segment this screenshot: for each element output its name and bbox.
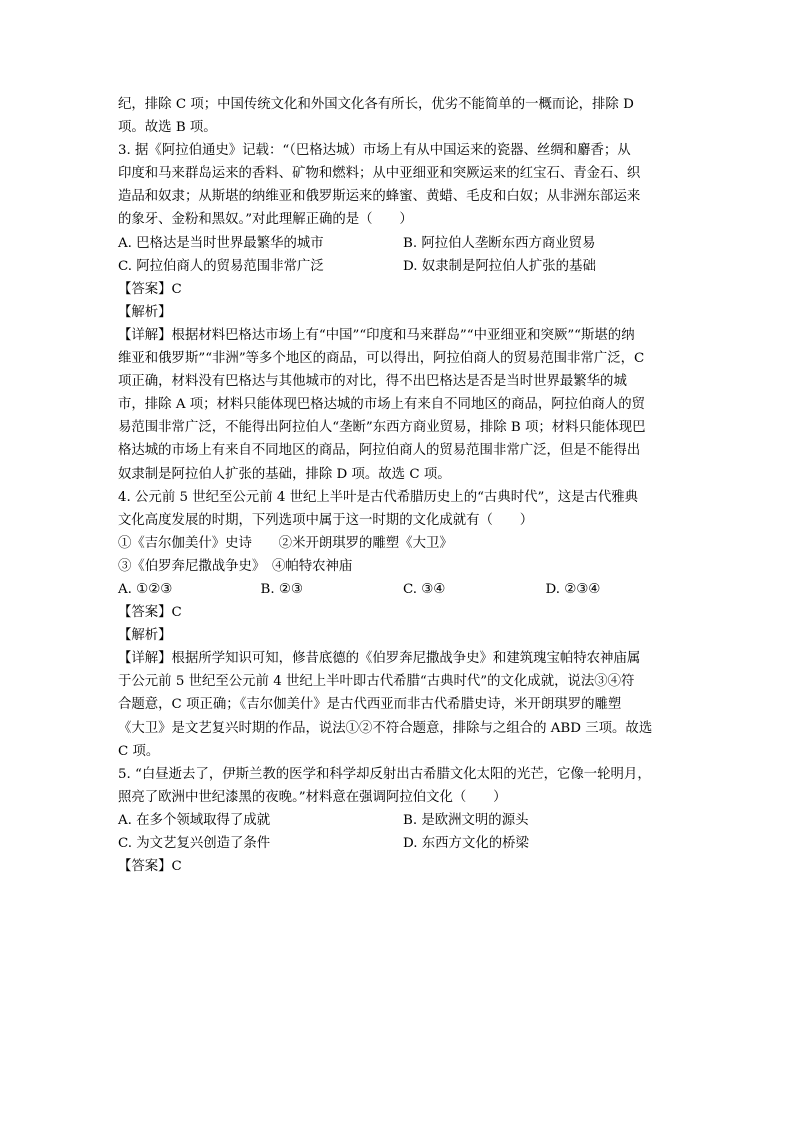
numbered-items: ①《吉尔伽美什》史诗 ②米开朗琪罗的雕塑《大卫》 (118, 535, 453, 551)
question-stem: 的象牙、金粉和黑奴。”对此理解正确的是（ ） (118, 212, 413, 228)
question-stem: 3. 据《阿拉伯通史》记载：“（巴格达城）市场上有从中国运来的瓷器、丝绸和麝香；从 (118, 143, 631, 159)
option-c: C. 为文艺复兴创造了条件 (118, 836, 271, 851)
option-b: B. 阿拉伯人垄断东西方商业贸易 (403, 235, 596, 251)
numbered-items: ③《伯罗奔尼撒战争史》 ④帕特农神庙 (118, 558, 353, 574)
text-line: 项。故选 B 项。 (118, 120, 217, 136)
answer-label: 【答案】C (118, 281, 182, 297)
option-d: D. 奴隶制是阿拉伯人扩张的基础 (403, 258, 596, 274)
question-stem: 4. 公元前 5 世纪至公元前 4 世纪上半叶是古代希腊历史上的“古典时代”，这是古代雅典 (118, 489, 639, 505)
option-c: C. 阿拉伯商人的贸易范围非常广泛 (118, 258, 324, 274)
option-a: A. 在多个领域取得了成就 (118, 812, 271, 828)
page-content (118, 93, 688, 878)
option-b: B. 是欧洲文明的源头 (403, 812, 529, 828)
detail-text: C 项。 (118, 743, 160, 759)
question-stem: 印度和马来群岛运来的香料、矿物和燃料；从中亚细亚和突厥运来的红宝石、青金石、织 (118, 166, 641, 182)
detail-text: 奴隶制是阿拉伯人扩张的基础，排除 D 项。故选 C 项。 (118, 466, 451, 482)
question-stem: 照亮了欧洲中世纪漆黑的夜晚。”材料意在强调阿拉伯文化（ ） (118, 789, 507, 805)
detail-text: 于公元前 5 世纪至公元前 4 世纪上半叶即古代希腊“古典时代”的文化成就，说法③④符 (118, 674, 635, 690)
text-line: 纪，排除 C 项；中国传统文化和外国文化各有所长，优劣不能简单的一概而论，排除 D (118, 97, 634, 112)
analysis-label: 【解析】 (118, 628, 172, 644)
option-b: B. ②③ (260, 581, 303, 597)
question-4 (118, 486, 688, 763)
question-stem: 造品和奴隶；从斯堪的纳维亚和俄罗斯运来的蜂蜜、黄蜡、毛皮和白奴；从非洲东部运来 (118, 189, 641, 205)
options-row (118, 832, 688, 855)
option-c: C. ③④ (403, 581, 446, 597)
question-3 (118, 139, 688, 485)
question-5 (118, 763, 688, 878)
detail-text: 《大卫》是文艺复兴时期的作品，说法①②不符合题意，排除与之组合的 ABD 三项。故选 (118, 720, 653, 736)
detail-text: 市，排除 A 项；材料只能体现巴格达城的市场上有来自不同地区的商品，阿拉伯商人的贸 (118, 397, 646, 413)
option-d: D. 东西方文化的桥梁 (403, 836, 529, 851)
options-row (118, 232, 688, 255)
question-stem: 文化高度发展的时期，下列选项中属于这一时期的文化成就有（ ） (118, 512, 534, 528)
answer-label: 【答案】C (118, 605, 182, 621)
detail-text: 格达城的市场上有来自不同地区的商品，阿拉伯商人的贸易范围非常广泛，但是不能得出 (118, 443, 641, 459)
options-row (118, 809, 688, 832)
options-row (118, 255, 688, 278)
detail-text: 【详解】根据材料巴格达市场上有“中国”“印度和马来群岛”“中亚细亚和突厥”“斯堪的纳 (118, 327, 635, 343)
option-a: A. ①②③ (118, 581, 173, 597)
answer-label: 【答案】C (118, 859, 182, 875)
detail-text: 项正确，材料没有巴格达与其他城市的对比，得不出巴格达是否是当时世界最繁华的城 (118, 374, 627, 390)
option-d: D. ②③④ (545, 581, 601, 597)
options-row (118, 578, 688, 601)
detail-text: 合题意，C 项正确；《吉尔伽美什》是古代西亚而非古代希腊史诗，米开朗琪罗的雕塑 (118, 697, 622, 713)
detail-text: 维亚和俄罗斯”“非洲”等多个地区的商品，可以得出，阿拉伯商人的贸易范围非常广泛，C (118, 351, 645, 367)
detail-text: 易范围非常广泛，不能得出阿拉伯人“垄断”东西方商业贸易，排除 B 项；材料只能体现巴 (118, 420, 646, 436)
option-a: A. 巴格达是当时世界最繁华的城市 (118, 235, 324, 251)
detail-text: 【详解】根据所学知识可知，修昔底德的《伯罗奔尼撒战争史》和建筑瑰宝帕特农神庙属 (118, 651, 641, 667)
analysis-label: 【解析】 (118, 304, 172, 320)
question-stem: 5. “白昼逝去了，伊斯兰教的医学和科学却反射出古希腊文化太阳的光芒，它像一轮明月， (118, 766, 651, 782)
